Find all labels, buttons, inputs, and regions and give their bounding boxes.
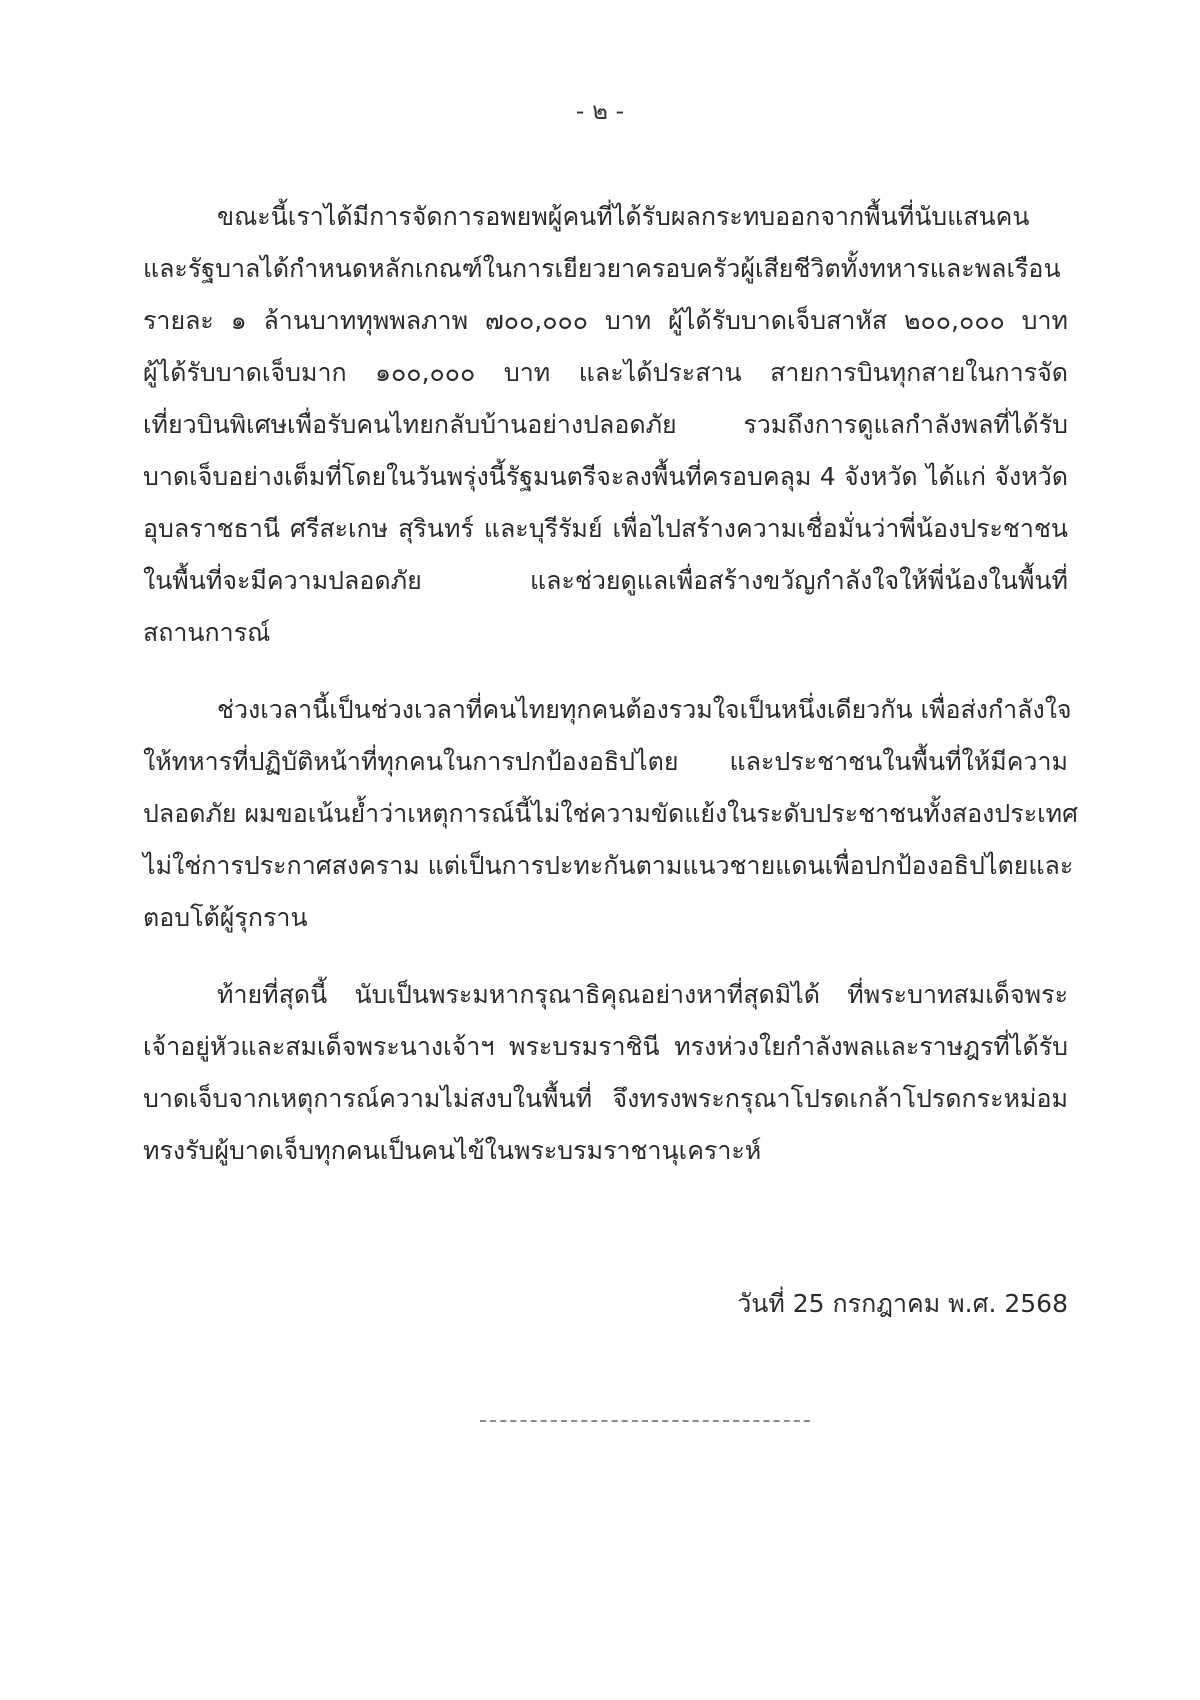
paragraph-line: และรัฐบาลได้กำหนดหลักเกณฑ์ในการเยียวยาครอบครัวผู้เสียชีวิตทั้งทหารและพลเรือน <box>143 254 1061 283</box>
end-of-document-rule <box>480 1420 810 1422</box>
paragraph-line: ช่วงเวลานี้เป็นช่วงเวลาที่คนไทยทุกคนต้องรวมใจเป็นหนึ่งเดียวกัน เพื่อส่งกำลังใจ <box>217 695 1072 724</box>
paragraph-line: ผู้ได้รับบาดเจ็บมาก ๑๐๐,๐๐๐ บาท และได้ประสาน สายการบินทุกสายในการจัด <box>143 358 1068 387</box>
paragraph-line: อุบลราชธานี ศรีสะเกษ สุรินทร์ และบุรีรัมย์ เพื่อไปสร้างความเชื่อมั่นว่าพี่น้องประชาชน <box>143 514 1068 543</box>
document-date: วันที่ 25 กรกฎาคม พ.ศ. 2568 <box>737 1289 1068 1318</box>
paragraph-line: เที่ยวบินพิเศษเพื่อรับคนไทยกลับบ้านอย่างปลอดภัย รวมถึงการดูแลกำลังพลที่ได้รับ <box>143 410 1068 439</box>
paragraph-line: ปลอดภัย ผมขอเน้นย้ำว่าเหตุการณ์นี้ไม่ใช่ความขัดแย้งในระดับประชาชนทั้งสองประเทศ <box>143 799 1079 828</box>
paragraph-line: ให้ทหารที่ปฏิบัติหน้าที่ทุกคนในการปกป้องอธิปไตย และประชาชนในพื้นที่ให้มีความ <box>143 747 1068 776</box>
paragraph-line: เจ้าอยู่หัวและสมเด็จพระนางเจ้าฯ พระบรมราชินี ทรงห่วงใยกำลังพลและราษฎรที่ได้รับ <box>143 1032 1068 1061</box>
paragraph-line: รายละ ๑ ล้านบาททุพพลภาพ ๗๐๐,๐๐๐ บาท ผู้ได้รับบาดเจ็บสาหัส ๒๐๐,๐๐๐ บาท <box>143 306 1068 335</box>
paragraph-line: ไม่ใช่การประกาศสงคราม แต่เป็นการปะทะกันตามแนวชายแดนเพื่อปกป้องอธิปไตยและ <box>143 851 1074 880</box>
paragraph-line: ตอบโต้ผู้รุกราน <box>143 903 308 932</box>
paragraph-line: ทรงรับผู้บาดเจ็บทุกคนเป็นคนไข้ในพระบรมราชานุเคราะห์ <box>143 1136 762 1165</box>
paragraph-line: ท้ายที่สุดนี้ นับเป็นพระมหากรุณาธิคุณอย่างหาที่สุดมิได้ ที่พระบาทสมเด็จพระ <box>217 980 1068 1009</box>
paragraph-line: ในพื้นที่จะมีความปลอดภัย และช่วยดูแลเพื่อสร้างขวัญกำลังใจให้พี่น้องในพื้นที่ <box>143 566 1068 595</box>
page-number: - ๒ - <box>575 97 625 125</box>
paragraph-line: สถานการณ์ <box>143 618 271 647</box>
paragraph-line: บาดเจ็บจากเหตุการณ์ความไม่สงบในพื้นที่ จึงทรงพระกรุณาโปรดเกล้าโปรดกระหม่อม <box>143 1084 1068 1113</box>
paragraph-line: ขณะนี้เราได้มีการจัดการอพยพผู้คนที่ได้รับผลกระทบออกจากพื้นที่นับแสนคน <box>217 202 1030 231</box>
paragraph-line: บาดเจ็บอย่างเต็มที่โดยในวันพรุ่งนี้รัฐมนตรีจะลงพื้นที่ครอบคลุม 4 จังหวัด ได้แก่ จังหวัด <box>143 462 1068 491</box>
